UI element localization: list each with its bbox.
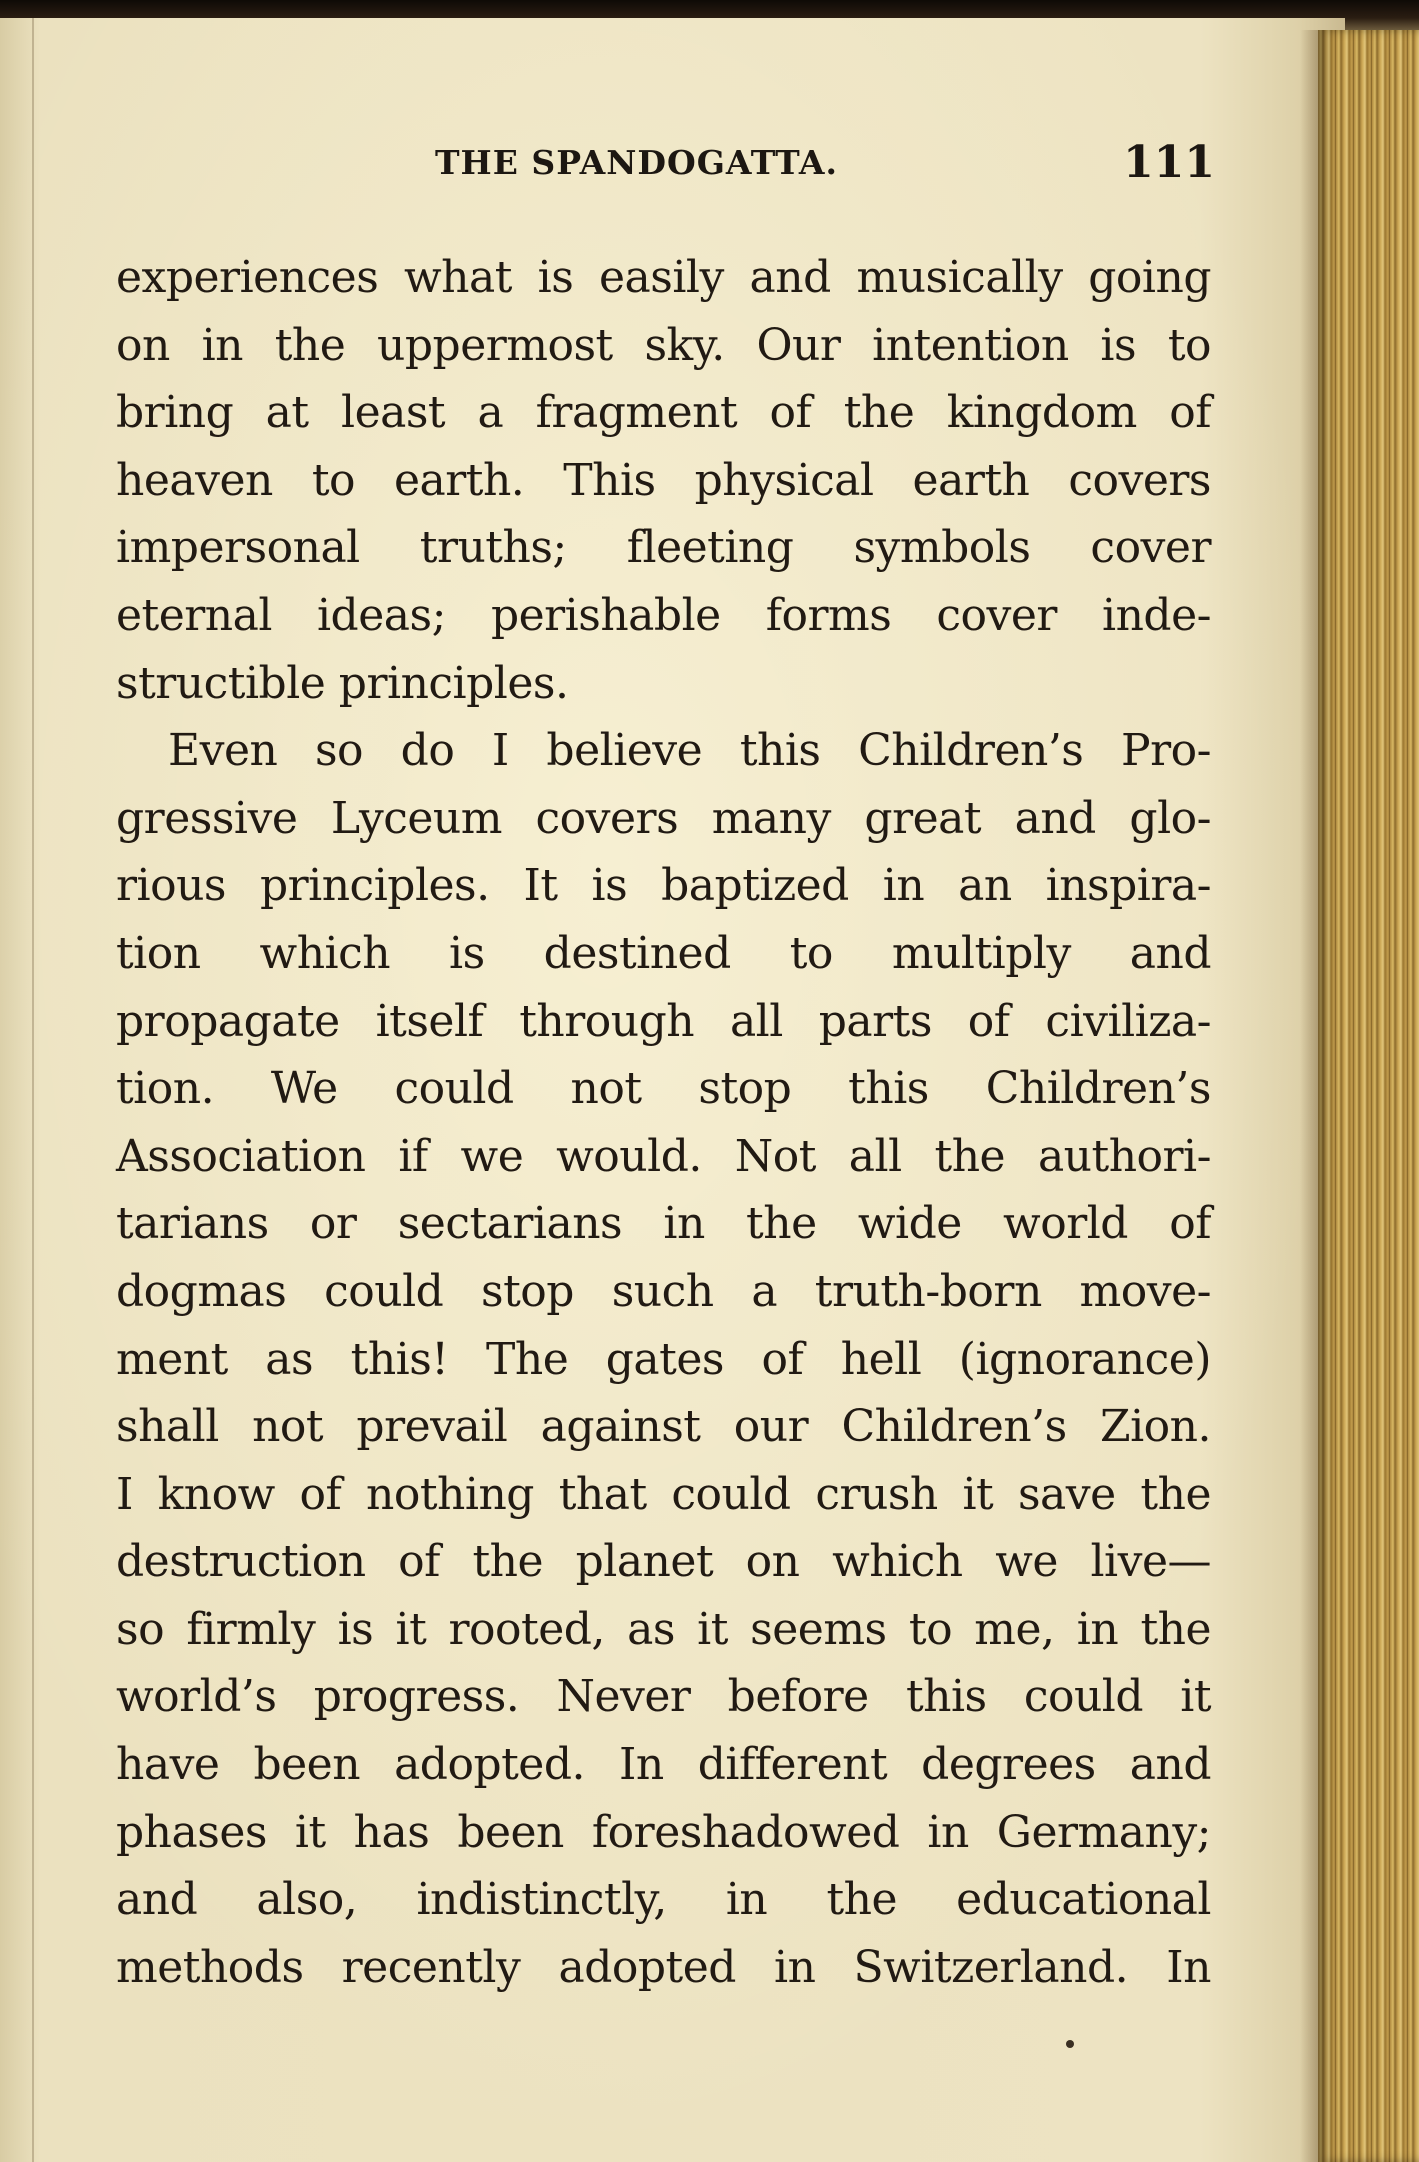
text-line: tion which is destined to multiply and <box>116 927 1211 979</box>
text-line: Association if we would. Not all the authori- <box>116 1130 1211 1182</box>
text-line: gressive Lyceum covers many great and glo- <box>116 792 1211 844</box>
text-line: shall not prevail against our Children’s Zion. <box>116 1401 1211 1453</box>
text-line: dogmas could stop such a truth-born move- <box>116 1265 1211 1317</box>
text-line: Even so do I believe this Children’s Pro- <box>168 725 1211 777</box>
text-line: so firmly is it rooted, as it seems to me, in the <box>116 1603 1211 1655</box>
text-line: tarians or sectarians in the wide world of <box>116 1198 1211 1250</box>
text-line: eternal ideas; perishable forms cover inde- <box>116 589 1211 641</box>
ink-speck <box>1066 2040 1074 2048</box>
text-line: propagate itself through all parts of civiliza- <box>116 995 1211 1047</box>
text-line: bring at least a fragment of the kingdom of <box>116 387 1211 439</box>
text-line: world’s progress. Never before this could it <box>116 1671 1211 1723</box>
text-line: I know of nothing that could crush it save the <box>116 1468 1211 1520</box>
running-title: THE SPANDOGATTA. <box>435 143 838 182</box>
text-line: on in the uppermost sky. Our intention is to <box>116 319 1211 371</box>
page-edges-spine <box>1318 30 1419 2162</box>
running-header <box>120 137 1215 193</box>
page-number: 111 <box>1123 137 1215 188</box>
left-gutter-line <box>32 18 34 2162</box>
text-line: ment as this! The gates of hell (ignorance) <box>116 1333 1211 1385</box>
text-line: methods recently adopted in Switzerland. In <box>116 1941 1211 1993</box>
text-line: tion. We could not stop this Children’s <box>116 1063 1211 1115</box>
text-line: experiences what is easily and musically going <box>116 252 1211 303</box>
text-line: have been adopted. In different degrees and <box>116 1739 1211 1791</box>
text-line: rious principles. It is baptized in an inspira- <box>116 860 1211 912</box>
text-line: phases it has been foreshadowed in Germany; <box>116 1806 1211 1858</box>
text-line: structible principles. <box>116 657 569 709</box>
text-line: heaven to earth. This physical earth covers <box>116 454 1211 506</box>
text-line: and also, indistinctly, in the educational <box>116 1874 1211 1926</box>
text-line: destruction of the planet on which we live— <box>116 1536 1211 1588</box>
body-text <box>116 244 1211 2001</box>
text-line: impersonal truths; fleeting symbols cover <box>116 522 1211 574</box>
